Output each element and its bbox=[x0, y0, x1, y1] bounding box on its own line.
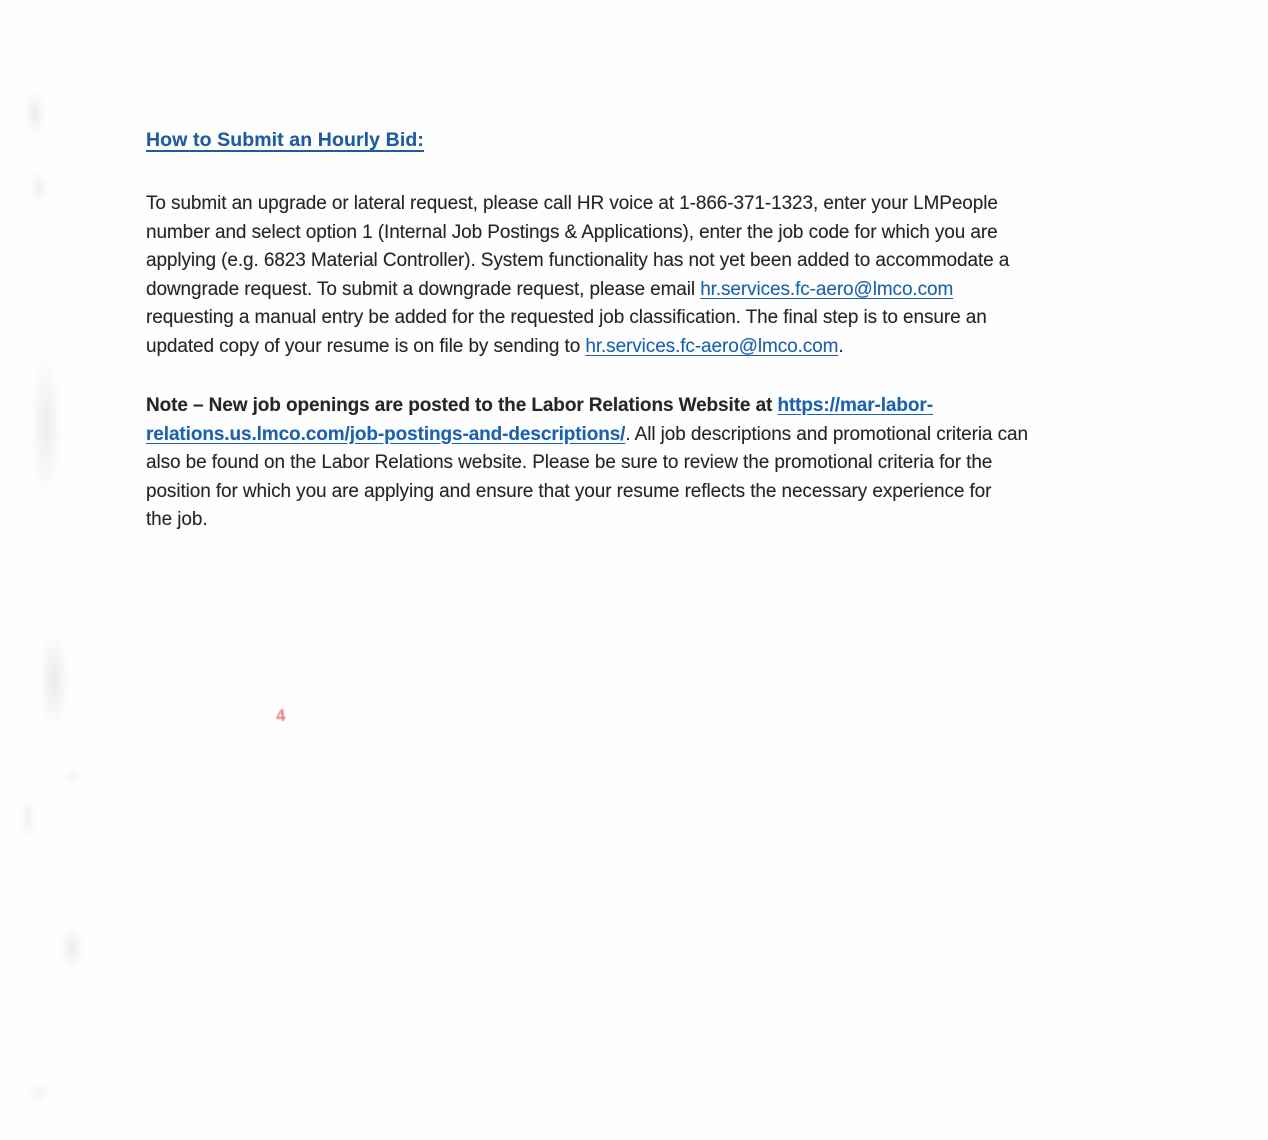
text-run: Note – New job openings are posted to the Labor Relations Website at bbox=[146, 395, 778, 416]
scan-smudge bbox=[58, 916, 86, 980]
text-run: . bbox=[838, 335, 844, 357]
red-pen-mark: 4 bbox=[275, 705, 287, 726]
scan-smudge bbox=[22, 82, 48, 144]
paragraph-submit-instructions bbox=[146, 190, 1156, 361]
text-run: the job. bbox=[146, 509, 208, 530]
labor-relations-url-link[interactable]: https://mar-labor- bbox=[777, 395, 933, 416]
email-link-hr-services[interactable]: hr.services.fc-aero@lmco.com bbox=[585, 335, 839, 357]
text-run: requesting a manual entry be added for the requested job classification. The final step is to ensure an bbox=[146, 307, 987, 328]
text-run: . All job descriptions and promotional criteria can bbox=[625, 423, 1028, 445]
document-body bbox=[146, 190, 1156, 566]
text-run: updated copy of your resume is on file by sending to bbox=[146, 335, 586, 357]
text-line bbox=[146, 276, 1156, 305]
text-run: To submit an upgrade or lateral request, please call HR voice at 1-866-371-1323, enter your LMPeople bbox=[146, 193, 998, 214]
text-run: also be found on the Labor Relations website. Please be sure to review the promotional criteria for the bbox=[146, 452, 993, 473]
email-link-hr-services[interactable]: hr.services.fc-aero@lmco.com bbox=[700, 278, 954, 300]
text-line bbox=[146, 304, 1156, 333]
scan-smudge bbox=[62, 770, 84, 784]
labor-relations-url-link[interactable]: relations.us.lmco.com/job-postings-and-descriptions/ bbox=[146, 423, 626, 445]
text-run: number and select option 1 (Internal Job Postings & Applications), enter the job code for which you are bbox=[146, 221, 998, 243]
text-line bbox=[146, 421, 1156, 450]
scan-smudge bbox=[30, 165, 48, 210]
scan-smudge bbox=[18, 788, 38, 848]
text-line bbox=[146, 449, 1156, 478]
text-run: downgrade request. To submit a downgrade request, please email bbox=[146, 278, 701, 300]
scan-smudge bbox=[26, 1080, 52, 1106]
text-line bbox=[146, 190, 1156, 219]
paragraph-note-labor-relations bbox=[146, 392, 1156, 535]
text-run: applying (e.g. 6823 Material Controller). System functionality has not yet been added to accommodate a bbox=[146, 250, 1010, 271]
text-line bbox=[146, 333, 1156, 362]
text-line bbox=[146, 506, 1156, 535]
scan-smudge bbox=[34, 615, 74, 745]
document-heading: How to Submit an Hourly Bid: bbox=[146, 129, 424, 151]
scan-smudge bbox=[26, 325, 66, 525]
text-line bbox=[146, 478, 1156, 507]
text-line bbox=[146, 219, 1156, 248]
text-line bbox=[146, 247, 1156, 276]
text-run: position for which you are applying and ensure that your resume reflects the necessary experience for bbox=[146, 480, 992, 502]
text-line bbox=[146, 392, 1156, 421]
